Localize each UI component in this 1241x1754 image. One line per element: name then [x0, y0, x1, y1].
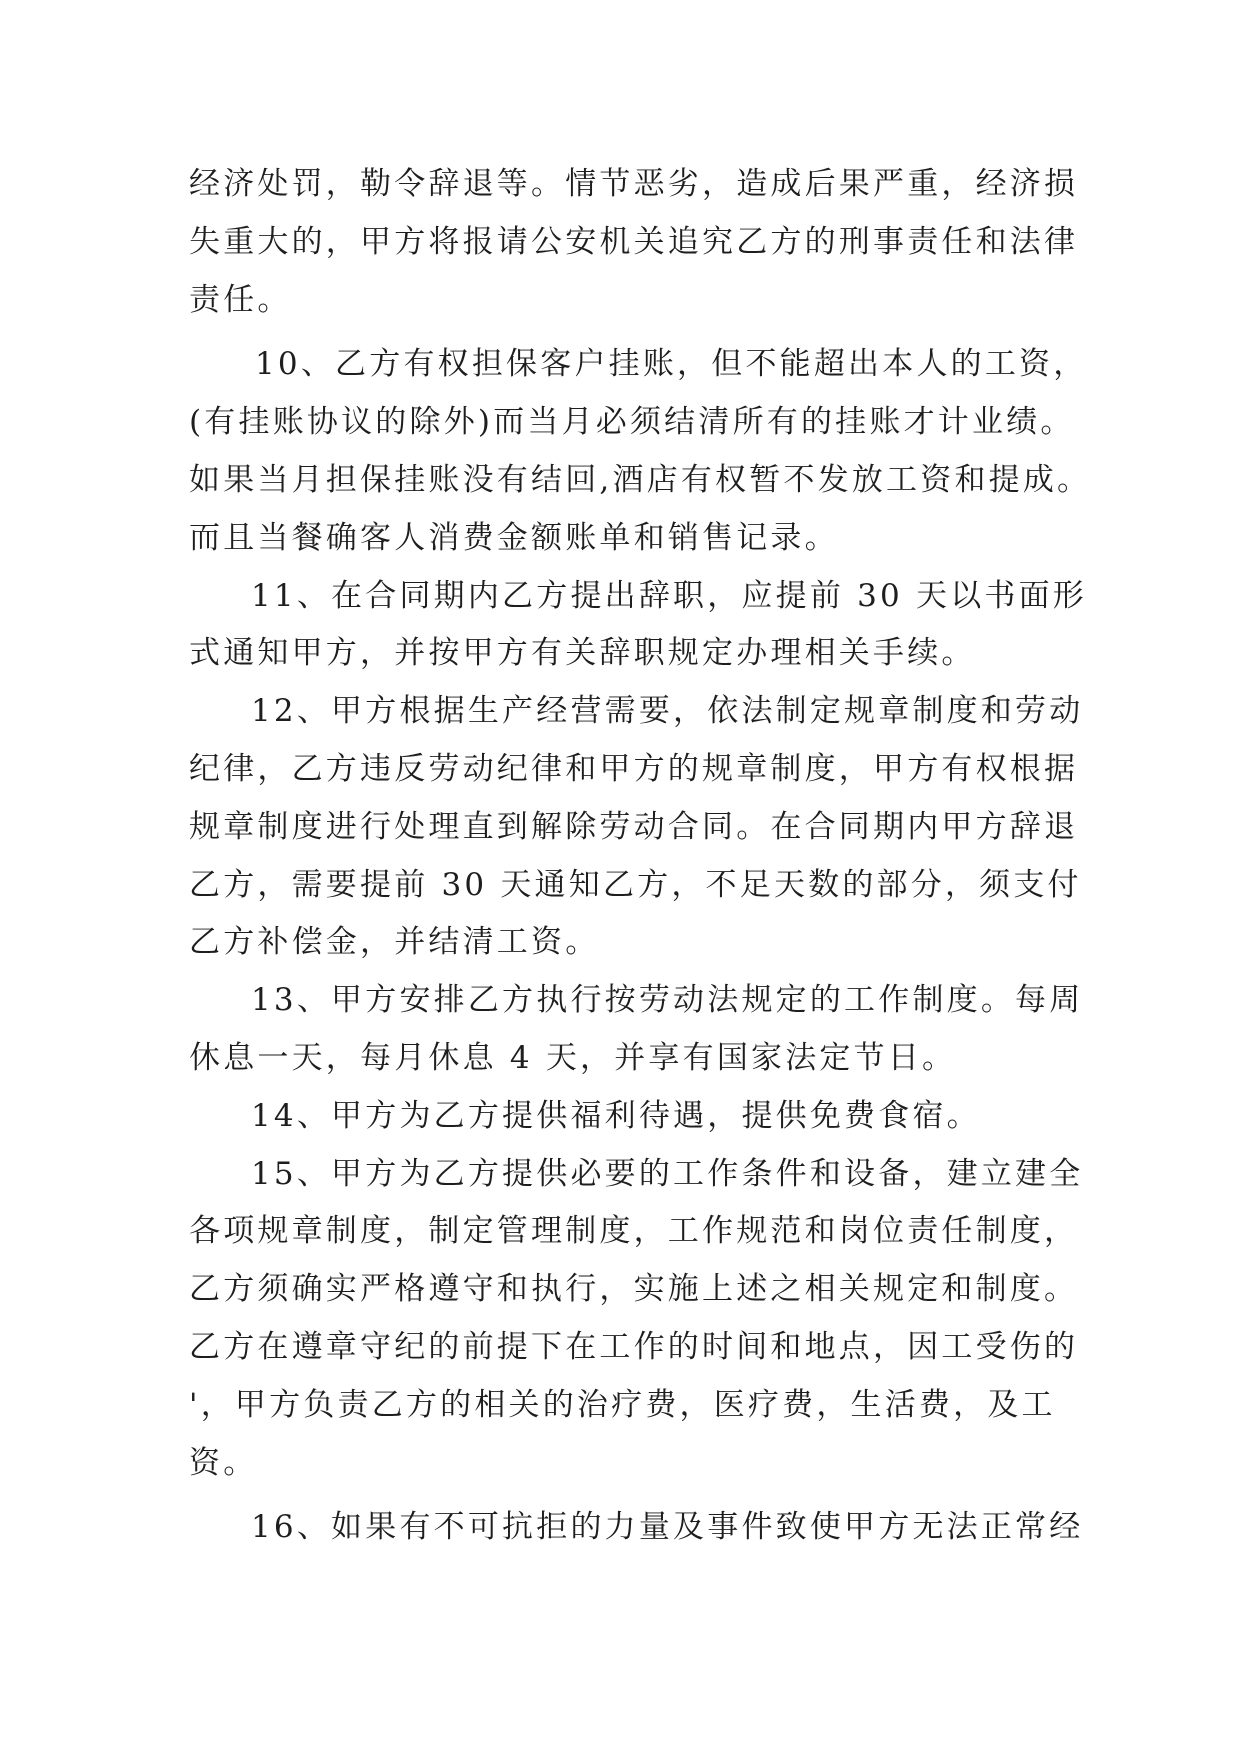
text-line: 式通知甲方，并按甲方有关辞职规定办理相关手续。	[189, 635, 976, 672]
text-line: 规章制度进行处理直到解除劳动合同。在合同期内甲方辞退	[189, 808, 1079, 845]
paragraph-clause-11	[189, 568, 1087, 684]
text-line: (有挂账协议的除外)而当月必须结清所有的挂账才计业绩。	[189, 404, 1075, 441]
text-line: '，甲方负责乙方的相关的治疗费，医疗费，生活费，及工	[189, 1386, 1056, 1423]
paragraph-clause-15	[189, 1146, 1084, 1493]
paragraph-clause-10	[189, 336, 1092, 567]
text-line: 资。	[189, 1444, 258, 1481]
text-line: 乙方须确实严格遵守和执行，实施上述之相关规定和制度。	[189, 1271, 1079, 1308]
text-line: 责任。	[189, 281, 292, 318]
text-line: 乙方在遵章守纪的前提下在工作的时间和地点，因工受伤的	[189, 1328, 1079, 1365]
text-line: 经济处罚，勒令辞退等。情节恶劣，造成后果严重，经济损	[189, 166, 1079, 202]
text-line: 12、甲方根据生产经营需要，依法制定规章制度和劳动	[251, 693, 1084, 730]
text-line: 纪律，乙方违反劳动纪律和甲方的规章制度，甲方有权根据	[189, 750, 1079, 787]
text-line: 休息一天，每月休息 4 天，并享有国家法定节日。	[189, 1039, 957, 1076]
text-line: 如果当月担保挂账没有结回,酒店有权暂不发放工资和提成。	[189, 461, 1092, 498]
paragraph-continuation	[189, 156, 1079, 329]
paragraph-clause-12	[189, 683, 1084, 972]
text-line: 13、甲方安排乙方执行按劳动法规定的工作制度。每周	[251, 982, 1084, 1019]
text-line: 11、在合同期内乙方提出辞职，应提前 30 天以书面形	[251, 577, 1087, 614]
document-body	[189, 156, 1092, 1557]
text-line: 乙方补偿金，并结清工资。	[189, 924, 600, 961]
text-line: 15、甲方为乙方提供必要的工作条件和设备，建立建全	[251, 1155, 1084, 1192]
text-line: 而且当餐确客人消费金额账单和销售记录。	[189, 519, 839, 556]
text-line: 14、甲方为乙方提供福利待遇，提供免费食宿。	[251, 1097, 981, 1134]
text-line: 失重大的，甲方将报请公安机关追究乙方的刑事责任和法律	[189, 223, 1079, 260]
paragraph-clause-16	[189, 1499, 1084, 1557]
text-line: 10、乙方有权担保客户挂账，但不能超出本人的工资，	[255, 346, 1088, 383]
text-line: 16、如果有不可抗拒的力量及事件致使甲方无法正常经	[251, 1509, 1084, 1546]
paragraph-clause-14	[189, 1088, 1051, 1146]
text-line: 乙方，需要提前 30 天通知乙方，不足天数的部分，须支付	[189, 866, 1082, 903]
paragraph-clause-13	[189, 972, 1084, 1088]
text-line: 各项规章制度，制定管理制度，工作规范和岗位责任制度，	[189, 1213, 1079, 1250]
